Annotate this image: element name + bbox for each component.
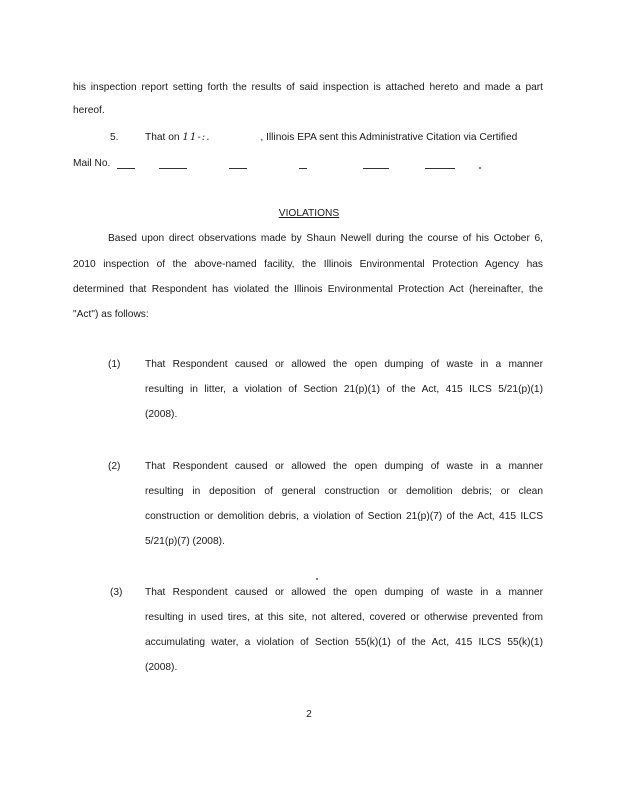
violation-2-number: (2) <box>108 461 121 472</box>
violation-3-line-1: That Respondent caused or allowed the open dumping of waste in a manner <box>145 587 543 598</box>
violation-2-line-2: resulting in deposition of general construction or demolition debris; or clean <box>145 486 543 497</box>
page-number: 2 <box>306 709 312 720</box>
violation-3-number: (3) <box>110 587 123 598</box>
mail-number-blanks <box>113 158 493 170</box>
blank-1 <box>117 168 135 169</box>
mark-dot <box>479 167 481 169</box>
blank-3 <box>229 168 247 169</box>
violations-intro-line-4: "Act") as follows: <box>73 309 149 320</box>
violation-1-line-3: (2008). <box>145 409 178 420</box>
violation-1-number: (1) <box>108 359 121 370</box>
blank-2 <box>159 168 187 169</box>
violations-intro-line-1: Based upon direct observations made by Shaun Newell during the course of his October 6, <box>108 233 543 244</box>
violation-1-line-2: resulting in litter, a violation of Section 21(p)(1) of the Act, 415 ILCS 5/21(p)(1) <box>145 384 543 395</box>
violation-3-line-3: accumulating water, a violation of Section 55(k)(1) of the Act, 415 ILCS 55(k)(1) <box>145 637 543 648</box>
paragraph-5-text-before: That on <box>145 132 180 143</box>
intro-line-2: hereof. <box>73 105 105 116</box>
scan-mark <box>316 578 318 580</box>
blank-6 <box>425 168 455 169</box>
paragraph-5-text-after: , Illinois EPA sent this Administrative Citation via Certified <box>260 132 518 143</box>
violations-heading: VIOLATIONS <box>278 208 340 219</box>
paragraph-5-line <box>145 132 517 144</box>
handwritten-date: 11-:. <box>182 132 211 143</box>
intro-line-1: his inspection report setting forth the results of said inspection is attached hereto and made a part <box>73 82 543 93</box>
violation-1-line-1: That Respondent caused or allowed the open dumping of waste in a manner <box>145 359 543 370</box>
violation-2-line-4: 5/21(p)(7) (2008). <box>145 536 225 547</box>
paragraph-5-number: 5. <box>110 132 119 143</box>
blank-5 <box>363 168 389 169</box>
violation-3-line-2: resulting in used tires, at this site, not altered, covered or otherwise prevented from <box>145 612 543 623</box>
violation-2-line-1: That Respondent caused or allowed the open dumping of waste in a manner <box>145 461 543 472</box>
violations-intro-line-2: 2010 inspection of the above-named facility, the Illinois Environmental Protection Agency has <box>73 259 543 270</box>
mail-label: Mail No. <box>73 158 111 169</box>
violation-3-line-4: (2008). <box>145 662 178 673</box>
blank-4 <box>299 168 307 169</box>
violations-intro-line-3: determined that Respondent has violated the Illinois Environmental Protection Act (hereinafter, the <box>73 284 543 295</box>
violation-2-line-3: construction or demolition debris, a violation of Section 21(p)(7) of the Act, 415 ILCS <box>145 511 543 522</box>
